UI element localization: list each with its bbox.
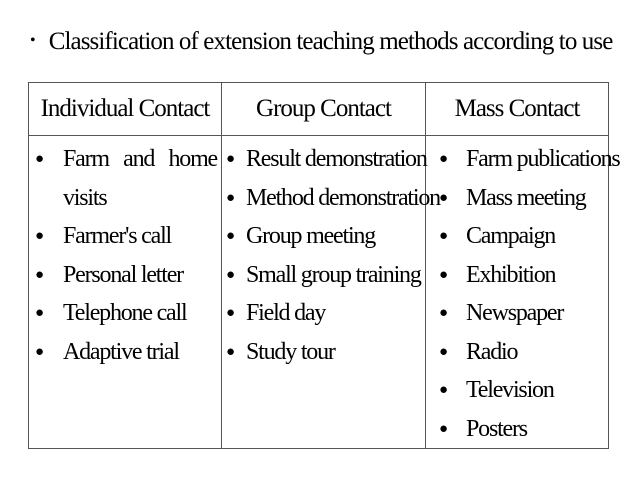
mass-contact-cell <box>426 136 620 449</box>
list-item-text: Farmer's call <box>63 223 172 249</box>
list-item <box>426 410 608 449</box>
table-body-row <box>29 136 609 449</box>
bullet-icon: ● <box>35 305 45 321</box>
list-item <box>222 217 425 256</box>
list-item <box>29 140 221 217</box>
list-item <box>426 294 608 333</box>
list-item <box>222 256 425 295</box>
list-item-text: Personal letter <box>63 261 183 288</box>
list-item <box>29 294 221 333</box>
bullet-icon: ● <box>35 151 45 167</box>
bullet-icon: ● <box>226 189 236 206</box>
list-item-text: Field day <box>246 300 326 326</box>
header-mass-contact: Mass Contact <box>426 83 609 136</box>
list-item-text: Adaptive trial <box>63 338 179 365</box>
group-contact-list <box>222 136 440 371</box>
list-item-text: Radio <box>466 338 518 365</box>
list-item <box>222 294 425 333</box>
bullet-icon: ● <box>226 266 236 283</box>
list-item-text: Mass meeting <box>466 184 586 211</box>
list-item-text: Exhibition <box>466 261 556 288</box>
individual-contact-list <box>29 136 221 371</box>
list-item <box>426 371 608 410</box>
list-item <box>29 217 221 256</box>
bullet-icon: ● <box>226 305 236 321</box>
heading-bullet: • <box>30 32 35 49</box>
list-item <box>29 256 221 295</box>
list-item-text: Farm and home <box>63 146 217 172</box>
methods-table <box>28 82 620 449</box>
individual-contact-cell <box>29 136 222 449</box>
list-item-text: Method demonstration <box>246 184 440 211</box>
list-item-text: Telephone call <box>63 300 187 326</box>
list-item <box>222 333 425 372</box>
list-item <box>29 333 221 372</box>
bullet-icon: ● <box>439 151 449 167</box>
bullet-icon: ● <box>226 151 236 167</box>
bullet-icon: ● <box>439 420 449 437</box>
header-individual-contact: Individual Contact <box>29 83 222 136</box>
table-header-row <box>29 83 609 136</box>
list-item-text: Study tour <box>246 338 335 365</box>
group-contact-cell <box>222 136 440 449</box>
list-item <box>426 256 608 295</box>
list-item-text: visits <box>63 184 107 211</box>
bullet-icon: ● <box>439 189 449 206</box>
list-item-text: Newspaper <box>466 300 564 326</box>
list-item-text: Group meeting <box>246 223 376 249</box>
list-item-text: Television <box>466 377 554 403</box>
list-item-text: Farm publications <box>466 146 620 172</box>
bullet-icon: ● <box>439 266 449 283</box>
list-item-text: Small group training <box>246 261 421 288</box>
bullet-icon: ● <box>35 228 45 244</box>
list-item <box>426 179 608 218</box>
list-item <box>426 333 608 372</box>
list-item-text: Posters <box>466 415 527 442</box>
list-item <box>426 217 608 256</box>
bullet-icon: ● <box>35 343 45 360</box>
header-group-contact: Group Contact <box>222 83 426 136</box>
bullet-icon: ● <box>226 228 236 244</box>
list-item <box>426 140 620 179</box>
list-item <box>222 179 440 218</box>
list-item <box>222 140 425 179</box>
heading-text: Classification of extension teaching methods according to use <box>48 28 613 55</box>
bullet-icon: ● <box>439 343 449 360</box>
bullet-icon: ● <box>439 305 449 321</box>
mass-contact-list <box>426 136 620 448</box>
slide-heading <box>30 28 612 56</box>
bullet-icon: ● <box>35 266 45 283</box>
bullet-icon: ● <box>226 343 236 360</box>
list-item-text: Result demonstration <box>246 146 427 172</box>
bullet-icon: ● <box>439 228 449 244</box>
list-item-text: Campaign <box>466 223 556 249</box>
bullet-icon: ● <box>439 382 449 398</box>
